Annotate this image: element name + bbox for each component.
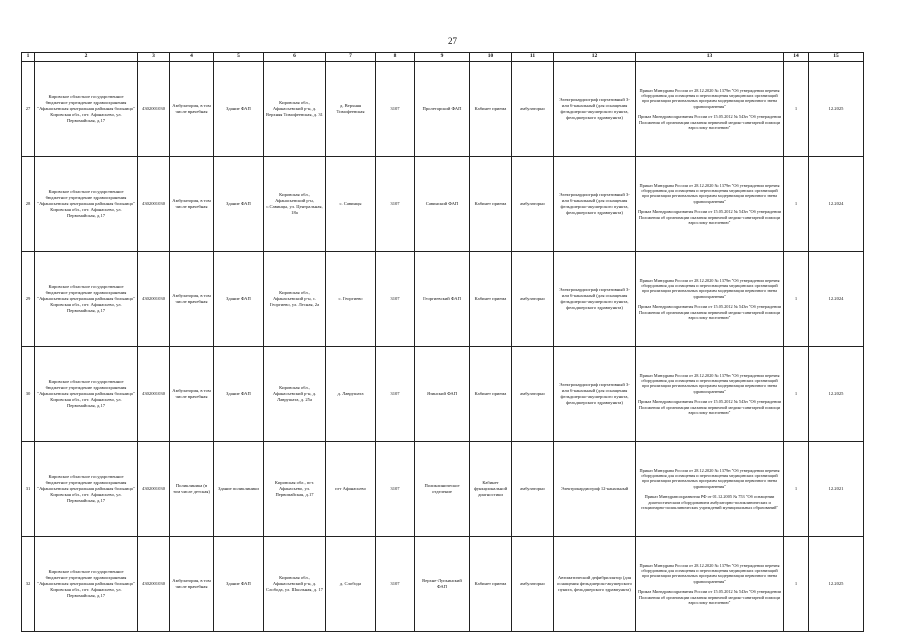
table-row [22, 252, 864, 347]
org-code-cell: 4302001030 [138, 157, 170, 252]
header-cell: 6 [264, 53, 326, 62]
header-cell: 8 [376, 53, 415, 62]
basis-order-a: Приказ Минздрава России от 28.12.2020 № 1379н "Об утверждении перечня оборудования для оснащения и переоснащения медицинских организаций при реализации региональных программ модернизации первичного звена здравоохранения" [639, 87, 780, 109]
row-number: 29 [22, 252, 35, 347]
quantity-cell: 1 [784, 252, 809, 347]
organization-cell: Кировское областное государственное бюджетное учреждение здравоохранения "Афанасьевская центральная районная больница" Кировская обл., пгт. Афанасьево, ул. Первомайская, д.17 [35, 537, 138, 632]
equipment-cell: Электрокардиограф 12-канальный [554, 442, 636, 537]
address-cell: Кировская обл., Афанасьевский р-н, с.Савинцы, ул. Центральная, 18а [264, 157, 326, 252]
equipment-cell: Электрокардиограф портативный 3- или 6-канальный (для оснащения фельдшерско-акушерского пункта, фельдшерского здравпункта) [554, 157, 636, 252]
settlement-cell: д. Лаврушата [326, 347, 376, 442]
settlement-cell: с. Савинцы [326, 157, 376, 252]
header-cell: 11 [512, 53, 554, 62]
okato-cell: 3107 [376, 347, 415, 442]
building-cell: Здание ФАП [214, 62, 264, 157]
basis-order-b: Приказ Минздравсоцразвития России от 15.05.2012 № 543н "Об утверждении Положения об организации оказания первичной медико-санитарной помощи взрослому населению" [638, 114, 781, 130]
room-cell: Кабинет приема [470, 157, 512, 252]
header-cell: 10 [470, 53, 512, 62]
header-cell: 7 [326, 53, 376, 62]
facility-type-cell: Амбулатория, в том числе врачебная [170, 157, 214, 252]
quantity-cell: 1 [784, 537, 809, 632]
organization-cell: Кировское областное государственное бюджетное учреждение здравоохранения "Афанасьевская центральная районная больница" Кировская обл., пгт. Афанасьево, ул. Первомайская, д.17 [35, 347, 138, 442]
quantity-cell: 1 [784, 157, 809, 252]
header-row [22, 53, 864, 62]
room-cell: Кабинет функциональной диагностики [470, 442, 512, 537]
quantity-cell: 1 [784, 62, 809, 157]
basis-cell [636, 157, 784, 252]
row-number: 27 [22, 62, 35, 157]
basis-order-b: Приказ Минздравсоцразвития России от 15.05.2012 № 543н "Об утверждении Положения об организации оказания первичной медико-санитарной помощи взрослому населению" [638, 304, 781, 320]
quantity-cell: 1 [784, 442, 809, 537]
building-cell: Здание ФАП [214, 157, 264, 252]
equipment-cell: Электрокардиограф портативный 3- или 6-канальный (для оснащения фельдшерско-акушерского пункта, фельдшерского здравпункта) [554, 62, 636, 157]
equipment-table [21, 52, 864, 632]
facility-type-cell: Поликлиника (в том числе детская) [170, 442, 214, 537]
settlement-cell: д. Слобода [326, 537, 376, 632]
year-cell: 12.2024 [809, 157, 864, 252]
unit-cell: Пролетарский ФАП [415, 62, 470, 157]
care-form-cell: амбулаторно [512, 537, 554, 632]
basis-cell [636, 252, 784, 347]
address-cell: Кировская обл., Афанасьевский р-н, д. Верхняя Тимофеевская, д. 31 [264, 62, 326, 157]
basis-order-b: Приказ Минздравсоцразвития России от 15.05.2012 № 543н "Об утверждении Положения об организации оказания первичной медико-санитарной помощи взрослому населению" [638, 209, 781, 225]
room-cell: Кабинет приема [470, 252, 512, 347]
page-number: 27 [448, 36, 457, 46]
basis-order-a: Приказ Минздрава России от 28.12.2020 № 1379н "Об утверждении перечня оборудования для оснащения и переоснащения медицинских организаций при реализации региональных программ модернизации первичного звена здравоохранения" [639, 467, 780, 489]
table-row [22, 62, 864, 157]
room-cell: Кабинет приема [470, 347, 512, 442]
settlement-cell: с. Георгиево [326, 252, 376, 347]
care-form-cell: амбулаторно [512, 62, 554, 157]
settlement-cell: пгт Афанасьево [326, 442, 376, 537]
row-number: 31 [22, 442, 35, 537]
basis-cell [636, 537, 784, 632]
org-code-cell: 4302001030 [138, 347, 170, 442]
year-cell: 12.2024 [809, 252, 864, 347]
facility-type-cell: Амбулатория, в том числе врачебная [170, 537, 214, 632]
year-cell: 12.2021 [809, 442, 864, 537]
okato-cell: 3107 [376, 252, 415, 347]
header-cell: 12 [554, 53, 636, 62]
basis-order-a: Приказ Минздрава России от 28.12.2020 № 1379н "Об утверждении перечня оборудования для оснащения и переоснащения медицинских организаций при реализации региональных программ модернизации первичного звена здравоохранения" [639, 182, 780, 204]
okato-cell: 3107 [376, 442, 415, 537]
okato-cell: 3107 [376, 62, 415, 157]
care-form-cell: амбулаторно [512, 347, 554, 442]
building-cell: Здание ФАП [214, 347, 264, 442]
year-cell: 12.2025 [809, 62, 864, 157]
okato-cell: 3107 [376, 157, 415, 252]
table-row [22, 537, 864, 632]
row-number: 28 [22, 157, 35, 252]
year-cell: 12.2025 [809, 537, 864, 632]
basis-order-b: Приказ Минздравсоцразвития России от 15.05.2012 № 543н "Об утверждении Положения об организации оказания первичной медико-санитарной помощи взрослому населению" [638, 399, 781, 415]
room-cell: Кабинет приема [470, 62, 512, 157]
header-cell: 13 [636, 53, 784, 62]
basis-order-b: Приказ Минздравсоцразвития РФ от 01.12.2005 № 753 "Об оснащении диагностическим оборудованием амбулаторно-поликлинических и стационарно-поликлинических учреждений муниципальных образований" [640, 494, 779, 510]
unit-cell: Савинский ФАП [415, 157, 470, 252]
care-form-cell: амбулаторно [512, 157, 554, 252]
organization-cell: Кировское областное государственное бюджетное учреждение здравоохранения "Афанасьевская центральная районная больница" Кировская обл., пгт. Афанасьево, ул. Первомайская, д.17 [35, 157, 138, 252]
facility-type-cell: Амбулатория, в том числе врачебная [170, 347, 214, 442]
unit-cell: Георгиевский ФАП [415, 252, 470, 347]
org-code-cell: 4302001030 [138, 442, 170, 537]
room-cell: Кабинет приема [470, 537, 512, 632]
basis-order-a: Приказ Минздрава России от 28.12.2020 № 1379н "Об утверждении перечня оборудования для оснащения и переоснащения медицинских организаций при реализации региональных программ модернизации первичного звена здравоохранения" [639, 372, 780, 394]
row-number: 30 [22, 347, 35, 442]
basis-order-b: Приказ Минздравсоцразвития России от 15.05.2012 № 543н "Об утверждении Положения об организации оказания первичной медико-санитарной помощи взрослому населению" [638, 589, 781, 605]
okato-cell: 3107 [376, 537, 415, 632]
header-cell: 5 [214, 53, 264, 62]
building-cell: Здание ФАП [214, 537, 264, 632]
header-cell: 1 [22, 53, 35, 62]
header-cell: 14 [784, 53, 809, 62]
organization-cell: Кировское областное государственное бюджетное учреждение здравоохранения "Афанасьевская центральная районная больница" Кировская обл., пгт. Афанасьево, ул. Первомайская, д.17 [35, 62, 138, 157]
org-code-cell: 4302001030 [138, 62, 170, 157]
facility-type-cell: Амбулатория, в том числе врачебная [170, 62, 214, 157]
equipment-cell: Автоматический дефибриллятор (для оснащения фельдшерско-акушерского пункта, фельдшерского здравпункта) [554, 537, 636, 632]
address-cell: Кировская обл., Афанасьевский р-н, д. Лаврушата, д. 25а [264, 347, 326, 442]
building-cell: Здание поликлиники [214, 442, 264, 537]
org-code-cell: 4302001030 [138, 252, 170, 347]
table-row [22, 347, 864, 442]
care-form-cell: амбулаторно [512, 442, 554, 537]
basis-order-a: Приказ Минздрава России от 28.12.2020 № 1379н "Об утверждении перечня оборудования для оснащения и переоснащения медицинских организаций при реализации региональных программ модернизации первичного звена здравоохранения" [639, 277, 780, 299]
address-cell: Кировская обл., пгт. Афанасьево, ул. Первомайская, д.17 [264, 442, 326, 537]
header-cell: 4 [170, 53, 214, 62]
header-cell: 3 [138, 53, 170, 62]
unit-cell: Язинский ФАП [415, 347, 470, 442]
unit-cell: Верхне-Лупьинский ФАП [415, 537, 470, 632]
unit-cell: Поликлиническое отделение [415, 442, 470, 537]
basis-order-a: Приказ Минздрава России от 28.12.2020 № 1379н "Об утверждении перечня оборудования для оснащения и переоснащения медицинских организаций при реализации региональных программ модернизации первичного звена здравоохранения" [639, 562, 780, 584]
basis-cell [636, 62, 784, 157]
address-cell: Кировская обл., Афанасьевский р-н, д. Слобода, ул. Школьная, д. 17 [264, 537, 326, 632]
org-code-cell: 4302001030 [138, 537, 170, 632]
care-form-cell: амбулаторно [512, 252, 554, 347]
equipment-cell: Электрокардиограф портативный 3- или 6-канальный (для оснащения фельдшерско-акушерского пункта, фельдшерского здравпункта) [554, 347, 636, 442]
row-number: 32 [22, 537, 35, 632]
equipment-cell: Электрокардиограф портативный 3- или 6-канальный (для оснащения фельдшерско-акушерского пункта, фельдшерского здравпункта) [554, 252, 636, 347]
organization-cell: Кировское областное государственное бюджетное учреждение здравоохранения "Афанасьевская центральная районная больница" Кировская обл., пгт. Афанасьево, ул. Первомайская, д.17 [35, 442, 138, 537]
basis-cell [636, 347, 784, 442]
building-cell: Здание ФАП [214, 252, 264, 347]
header-cell: 9 [415, 53, 470, 62]
quantity-cell: 1 [784, 347, 809, 442]
header-cell: 15 [809, 53, 864, 62]
facility-type-cell: Амбулатория, в том числе врачебная [170, 252, 214, 347]
organization-cell: Кировское областное государственное бюджетное учреждение здравоохранения "Афанасьевская центральная районная больница" Кировская обл., пгт. Афанасьево, ул. Первомайская, д.17 [35, 252, 138, 347]
table-row [22, 442, 864, 537]
table-row [22, 157, 864, 252]
year-cell: 12.2025 [809, 347, 864, 442]
settlement-cell: д. Верхняя Тимофеевская [326, 62, 376, 157]
basis-cell [636, 442, 784, 537]
address-cell: Кировская обл., Афанасьевский р-н, с. Георгиево, ул. Лесная, 2а [264, 252, 326, 347]
header-cell: 2 [35, 53, 138, 62]
